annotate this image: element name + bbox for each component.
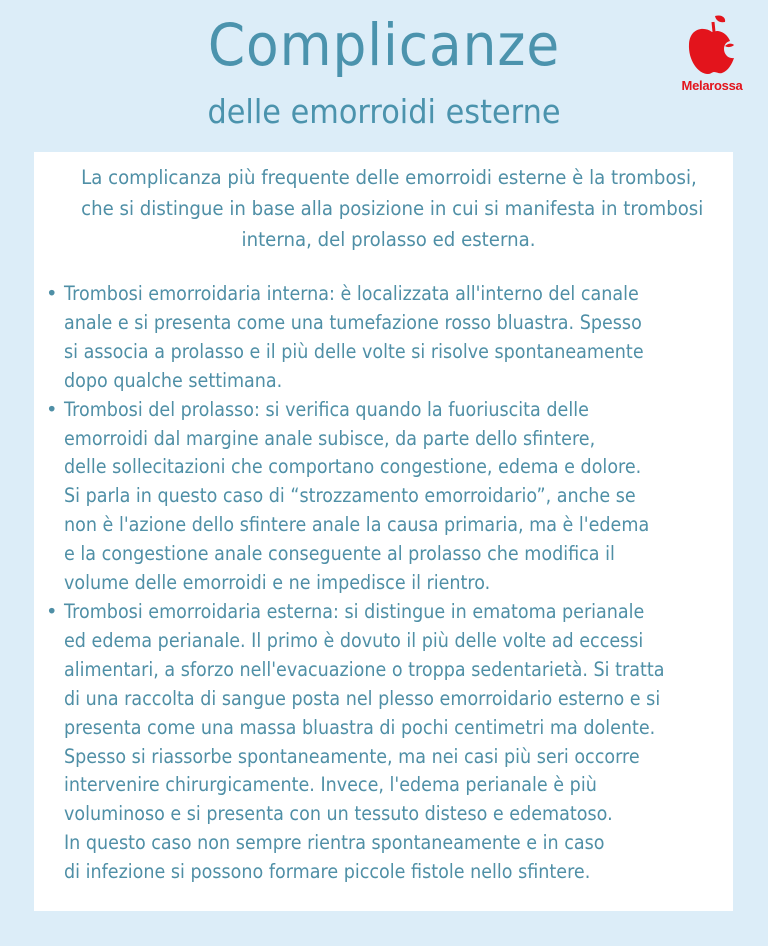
apple-icon: [684, 12, 740, 78]
bullet-line: In questo caso non sempre rientra spontaneamente e in caso: [64, 831, 605, 855]
bullet-line: e la congestione anale conseguente al prolasso che modifica il: [64, 542, 615, 566]
bullet-line: emorroidi dal margine anale subisce, da parte dello sfintere,: [64, 426, 596, 450]
bullet-line: intervenire chirurgicamente. Invece, l'edema perianale è più: [64, 773, 597, 797]
bullet-line: ed edema perianale. Il primo è dovuto il più delle volte ad eccessi: [64, 628, 644, 652]
bullet-line: non è l'azione dello sfintere anale la causa primaria, ma è l'edema: [64, 513, 650, 537]
bullet-line: Trombosi emorroidaria esterna: si distingue in ematoma perianale: [64, 599, 645, 623]
bullet-line: delle sollecitazioni che comportano congestione, edema e dolore.: [64, 455, 642, 479]
bullet-line: Si parla in questo caso di “strozzamento emorroidario”, anche se: [64, 484, 636, 508]
intro-line: interna, del prolasso ed esterna.: [241, 228, 536, 251]
bullet-item-trombosi-prolasso: [34, 396, 733, 598]
intro-paragraph: [34, 162, 733, 255]
bullet-line: voluminoso e si presenta con un tessuto disteso e edematoso.: [64, 802, 613, 826]
intro-line: che si distingue in base alla posizione in cui si manifesta in trombosi: [81, 197, 704, 220]
bullet-line: presenta come una massa bluastra di pochi centimetri ma dolente.: [64, 715, 656, 739]
bullet-line: si associa a prolasso e il più delle volte si risolve spontaneamente: [64, 339, 644, 363]
page-subtitle: delle emorroidi esterne: [207, 92, 561, 131]
bullet-line: anale e si presenta come una tumefazione rosso bluastra. Spesso: [64, 310, 642, 334]
bullet-icon: •: [46, 282, 58, 305]
page-title: Complicanze: [207, 11, 561, 79]
bullet-line: di una raccolta di sangue posta nel plesso emorroidario esterno e si: [64, 686, 661, 710]
bullet-item-trombosi-interna: [34, 280, 733, 396]
bullet-line: Trombosi del prolasso: si verifica quando la fuoriuscita delle: [64, 397, 589, 421]
bullet-line: di infezione si possono formare piccole fistole nello sfintere.: [64, 860, 591, 884]
bullet-line: volume delle emorroidi e ne impedisce il rientro.: [64, 571, 491, 595]
bullet-line: alimentari, a sforzo nell'evacuazione o troppa sedentarietà. Si tratta: [64, 657, 665, 681]
brand-logo: [680, 12, 744, 96]
bullet-item-trombosi-esterna: [34, 598, 733, 887]
bullet-list: [34, 280, 733, 887]
intro-line: La complicanza più frequente delle emorroidi esterne è la trombosi,: [81, 166, 697, 189]
bullet-line: Spesso si riassorbe spontaneamente, ma nei casi più seri occorre: [64, 744, 640, 768]
bullet-line: dopo qualche settimana.: [64, 368, 283, 392]
bullet-line: Trombosi emorroidaria interna: è localizzata all'interno del canale: [64, 282, 639, 305]
logo-text: Melarossa: [681, 78, 743, 93]
bullet-icon: •: [46, 599, 58, 623]
content-card: [34, 152, 733, 911]
bullet-icon: •: [46, 397, 58, 421]
